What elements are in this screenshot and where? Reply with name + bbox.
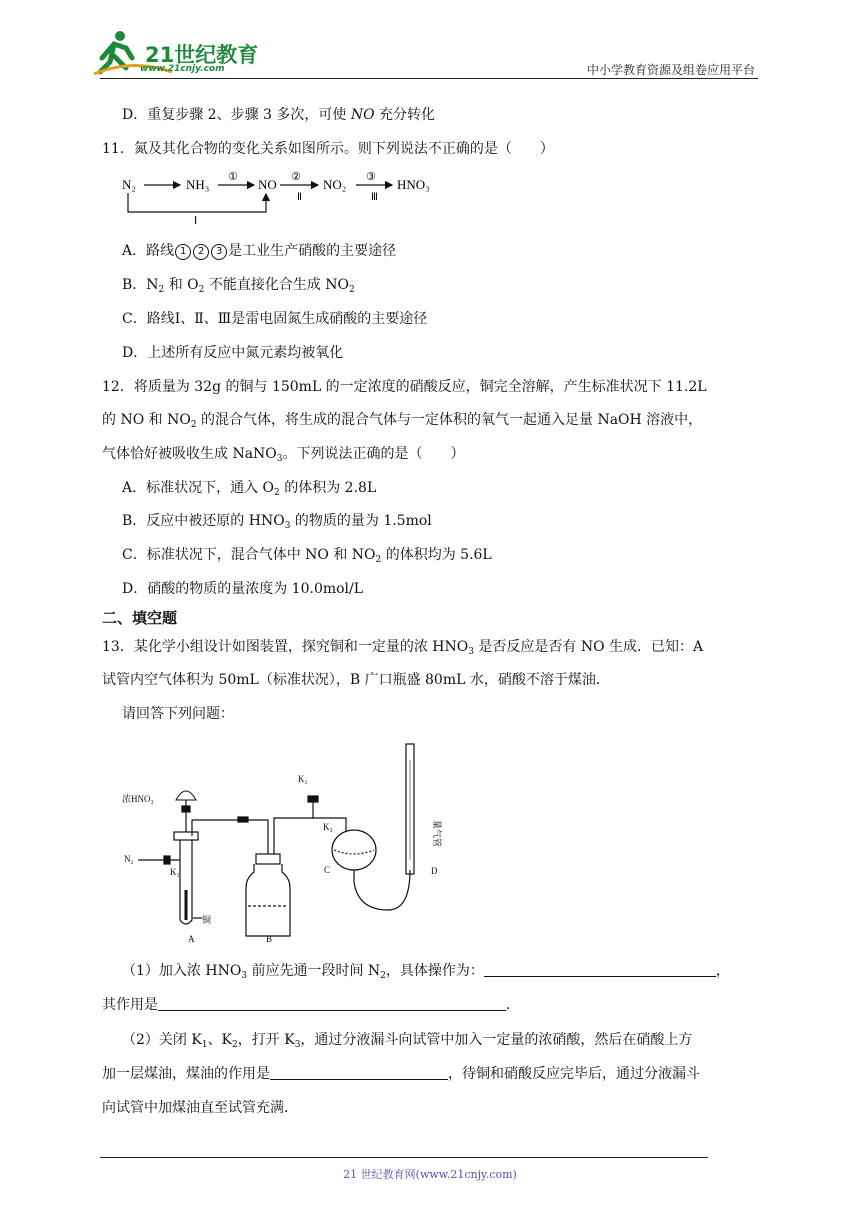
section-title: 二、填空题 — [102, 609, 178, 627]
answer-blank-2[interactable] — [158, 996, 506, 1011]
scheme-route3: Ⅲ — [371, 192, 378, 203]
scheme-n2: N₂ — [122, 177, 136, 192]
q13-part2-line3: 向试管中加煤油直至试管充满． — [102, 1100, 298, 1116]
q11-stem: 11．氮及其化合物的变化关系如图所示。则下列说法不正确的是（ ） — [102, 141, 554, 157]
label-acid: 浓HNO₃ — [122, 794, 154, 804]
scheme-step3: ③ — [366, 170, 376, 183]
q10-option-d: D．重复步骤 2、步骤 3 多次，可使 NO 充分转化 — [122, 107, 436, 123]
q12-option-d: D．硝酸的物质的量浓度为 10.0mol/L — [122, 581, 364, 597]
answer-blank-3[interactable] — [270, 1065, 448, 1080]
nitrogen-scheme-diagram — [120, 168, 450, 226]
q13-stem-line2: 试管内空气体积为 50mL（标准状况），B 广口瓶盛 80mL 水，硝酸不溶于煤油． — [102, 672, 610, 688]
apparatus-diagram — [118, 740, 458, 945]
header-divider — [100, 78, 758, 79]
q11-option-c: C．路线Ⅰ、Ⅱ、Ⅲ是雷电固氮生成硝酸的主要途径 — [122, 311, 428, 327]
scheme-step1: ① — [228, 170, 238, 183]
footer-divider — [100, 1157, 708, 1158]
footer-text: 21 世纪教育网(www.21cnjy.com) — [343, 1168, 517, 1181]
header-platform-text: 中小学教育资源及组卷应用平台 — [586, 63, 755, 77]
scheme-hno3: HNO₃ — [397, 177, 430, 192]
q11-option-d: D．上述所有反应中氮元素均被氧化 — [122, 345, 344, 361]
label-cu: 铜 — [202, 915, 212, 925]
q12-stem-line2: 的 NO 和 $NO_2$ 的混合气体，将生成的混合气体与一定体积的氧气一起通入足量 NaOH 溶液中， — [102, 412, 703, 430]
scheme-step2: ② — [291, 170, 301, 183]
label-a: A — [188, 934, 195, 944]
q12-option-c: C．标准状况下，混合气体中 NO 和 $NO_2$ 的体积均为 5.6L — [122, 547, 492, 565]
scheme-nh3: NH₃ — [186, 177, 210, 192]
label-d: D — [431, 866, 438, 876]
label-k3: K₃ — [323, 822, 333, 832]
q13-stem-line1: 13．某化学小组设计如图装置，探究铜和一定量的浓 $HNO_3$ 是否反应是否有 NO 生成．已知：A — [102, 639, 704, 657]
q11-option-a: A．路线 1 2 3 是工业生产硝酸的主要途径 — [122, 243, 397, 259]
label-n2: N₂ — [124, 854, 134, 864]
label-tube: 量气管 — [432, 820, 442, 848]
q12-stem-line3: 气体恰好被吸收生成 NaNO$_3$。下列说法正确的是（ ） — [102, 446, 465, 464]
q13-part1-line2: 其作用是 ． — [102, 997, 520, 1013]
q13-part1-line1: （1）加入浓 $HNO_3$ 前应先通一段时间 $N_2$，具体操作为： ， — [122, 963, 730, 981]
q13-part2-line1: （2）关闭 $K_1$、$K_2$，打开 $K_3$，通过分液漏斗向试管中加入一定量的浓硝酸，然后在硝酸上方 — [122, 1032, 693, 1050]
q13-prompt: 请回答下列问题： — [122, 706, 234, 722]
label-c: C — [324, 865, 331, 875]
label-b: B — [266, 934, 273, 944]
page-header — [0, 0, 860, 80]
logo-text: 21世纪教育 — [145, 43, 259, 67]
scheme-no: NO — [258, 177, 277, 192]
q13-part2-line2: 加一层煤油，煤油的作用是 ，待铜和硝酸反应完毕后，通过分液漏斗 — [102, 1066, 700, 1082]
answer-blank-1[interactable] — [484, 962, 716, 977]
scheme-route2: Ⅱ — [297, 192, 302, 203]
label-k2: K₂ — [298, 774, 308, 784]
scheme-no2: NO₂ — [323, 177, 347, 192]
logo-url: www.21cnjy.com — [140, 64, 225, 74]
scheme-route1: Ⅰ — [194, 215, 198, 226]
q11-option-b: B．$N_2$ 和 $O_2$ 不能直接化合生成 $NO_2$ — [122, 277, 355, 295]
q12-option-a: A．标准状况下，通入 $O_2$ 的体积为 2.8L — [122, 480, 377, 498]
q12-stem-line1: 12．将质量为 32g 的铜与 150mL 的一定浓度的硝酸反应，铜完全溶解，产生标准状况下 11.2L — [102, 379, 707, 395]
q12-option-b: B．反应中被还原的 $HNO_3$ 的物质的量为 1.5mol — [122, 513, 432, 531]
label-k1: K₁ — [170, 867, 180, 877]
